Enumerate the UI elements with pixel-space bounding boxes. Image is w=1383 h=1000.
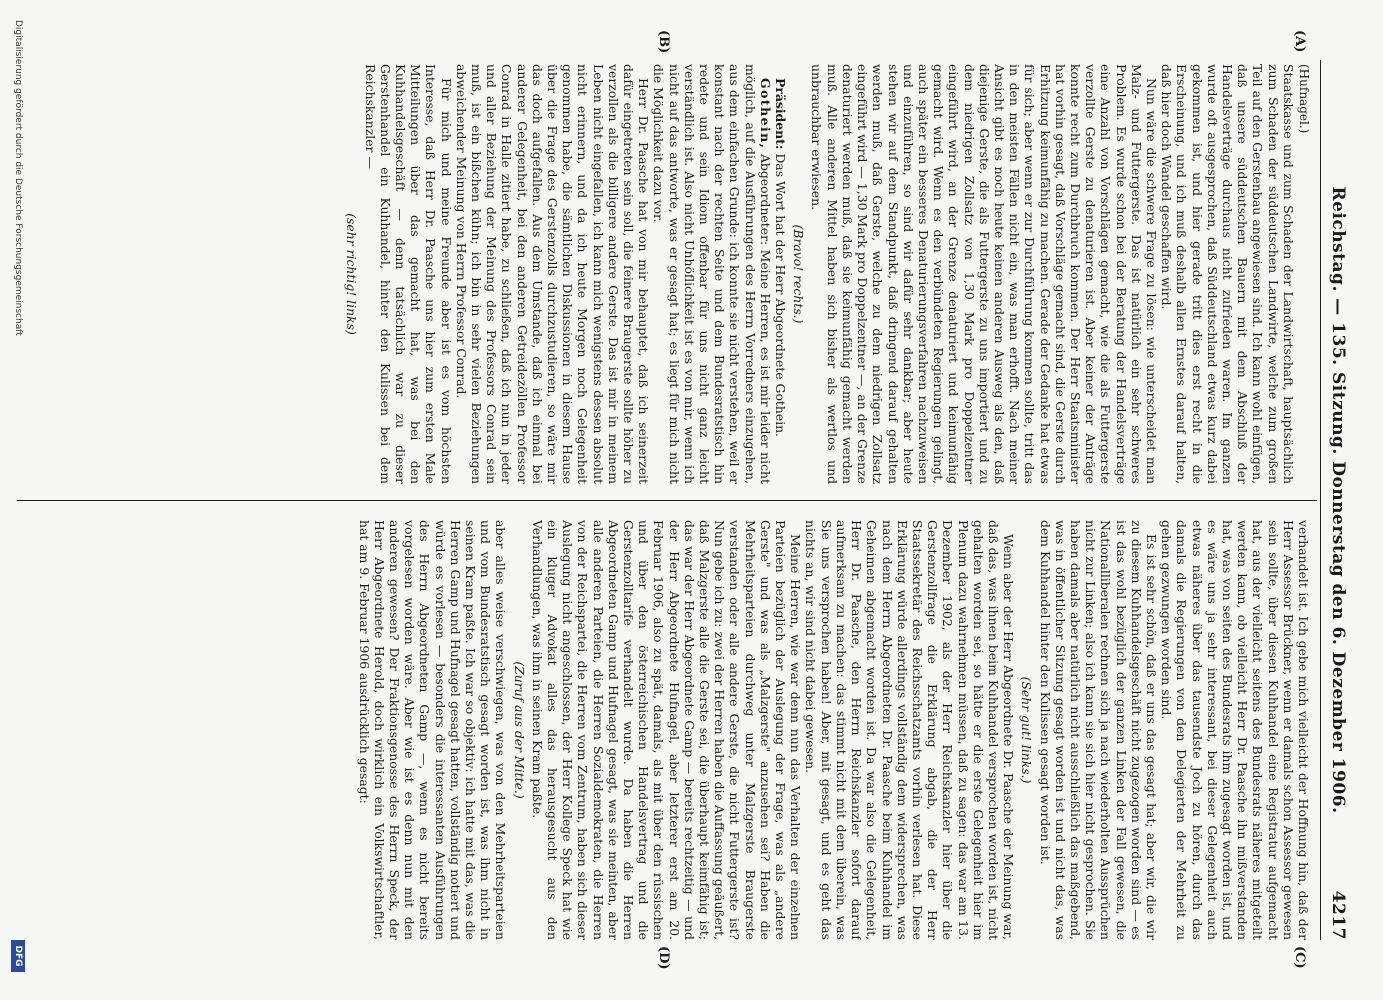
page-number: 4217 [1328,890,1348,940]
page-footer [3,0,33,1000]
right-column [21,520,1311,940]
margin-marker-a: (A) [1292,30,1307,53]
dfg-logo: DFG [11,940,25,972]
gothein-paragraph [651,64,773,484]
margin-marker-b: (B) [656,30,671,54]
margin-marker-d: (D) [656,946,671,970]
margin-marker-c: (C) [1292,946,1307,969]
paragraph: aber alles weise verschwiegen, was von den Mehrheitsparteien und vom Bundesratstisch gesagt worden ist, was ihm nicht in seinen Kram paßte. Ich war so objektiv: ich hatte mit das, was die Herren Gamp und Hufnagel gesagt hatten, vollständig notiert und würde es vorlesen — besonders die interessanten Ausführungen des Herrn Abgeordneten Gamp —, wenn es nicht bereits vorgelesen worden wäre. Aber wie ist es denn nun mit den anderen gewesen? Der Fraktionsgenosse des Herrn Speck, der Herr Abgeordnete Herold, doch wirklich ein Volkswirtschaftler, hat am 9. Februar 1906 ausdrücklich gesagt: [356,520,509,940]
speaker-name: Gothein, [757,78,773,150]
paragraph: verhandelt ist. Ich gebe mich vielleicht der Hoffnung hin, daß der Herr Assessor Brückner, wenn er damals schon Assessor gewesen sein sollte, über diesen Kuhhandel eine Registratur aufgemacht hat, aus der vielleicht seitens des Bundesrats näheres mitgeteilt werden kann, ob vielleicht Herr Dr. Paasche ihn mißverstanden hat, was von seiten des Bundesrats ihm zugesagt worden ist, und es wäre uns ja sehr interessant, bei dieser Gelegenheit auch etwas näheres über das tausendste Joch zu hören, durch das damals die Regierungen von den Delegierten der Mehrheit zu gehen gezwungen worden sind. [1159,520,1311,940]
page-title: Reichstag. — 135. Sitzung. Donnerstag den 6. Dezember 1906. [1328,186,1348,814]
president-text: Das Wort hat der Herr Abgeordnete Gothein. [773,153,789,438]
paragraph: Herr Dr. Paasche hat von mir behauptet, daß ich seinerzeit dafür eingetreten sein soll, die feinere Braugerste sollte höher zu verzollen als die billigere andere Gerste. Das ist mir in meinem Leben nicht eingefallen, ich kann mich wenigstens dessen absolut nicht erinnern, und da ich heute Morgen noch Gelegenheit genommen habe, die sämtlichen Diskussionen in diesem Hause über die Frage des Gerstenzolls durchzustudieren, so wäre mir das doch aufgefallen. Aus dem Umstande, daß ich einmal bei anderer Gelegenheit, bei den anderen Getreidezöllen Professor Conrad in Halle zitiert habe, zu schließen, daß ich nun in jeder und aller Beziehung der Meinung des Professors Conrad sein muß, ist ein bißchen kühn; ich bin in sehr vielen Beziehungen abweichender Meinung von Herrn Professor Conrad. [453,64,652,484]
interjection: (Sehr gut! links.) [1019,676,1035,784]
paragraph-text: Abgeordneter: Meine Herren, es ist mir leider nicht möglich, auf die Ausführungen des Herrn Vorredners einzugehen, aus dem einfachen Grunde: ich konnte sie nicht verstehen, weil er konstant nach der rechten Seite und dem Bundesratstisch hin redete und sein Idiom offenbar für uns nicht ganz leicht verständlich ist. Also nicht Unhöflichkeit ist es von mir, wenn ich nicht auf das antworte, was er gesagt hat; es liegt für mich nicht die Möglichkeit dazu vor. [651,64,773,484]
paragraph: Meine Herren, wie war denn nun das Verhalten der einzelnen Parteien bezüglich der Auslegung der Frage, was als „andere Gerste" und was als „Malzgerste" anzusehen sei? Haben die Mehrheitsparteien durchweg unter Malzgerste Braugerste verstanden oder alle andere Gerste, die nicht Futtergerste ist? Nun gebe ich zu: zwei der Herren haben die Auffassung geäußert, daß Malzgerste alle die Gerste sei, die überhaupt keimfähig ist; das war der Herr Abgeordnete Gamp — bereits rechtzeitig — und der Herr Abgeordnete Hufnagel, aber letzterer erst am 20. Februar 1906, also zu spät, damals, als mit über den rüssischen und über den österreichischen Handelsvertrag und die Gerstenzolltarife verhandelt wurde. Da haben die Herren Abgeordneten Gamp und Hufnagel gesagt, was sie meinten, aber alle anderen Parteien, die Herren Sozialdemokraten, die Herren von der Reichspartei, die Herren vom Zentrum, haben sich dieser Auslegung nicht angeschlossen, der Herr Kollege Speck hat wie ein kluger Advokat alles das herausgesucht aus den Verhandlungen, was ihm in seinen Kram paßte. [529,520,804,940]
paragraph: Es ist sehr schön, daß er uns das gesagt hat; aber wir, die wir zu diesem Kuhhandelsgeschäft nicht zugezogen worden sind — es ist das wohl bezüglich der ganzen Linken der Fall gewesen, die Nationalliberalen rechnen sich ja nach wiederholten Aussprüchen nicht zur Linken; also ich kann sie sich hier nicht gesprochen. Sie haben damals aber natürlich nicht ausschließlich das maßgebend, was in öffentlicher Sitzung gesagt worden ist und nicht das, was dem Kuhhandel hinter den Kulissen gesagt worden ist. [1037,520,1159,940]
paragraph: Für mich und meine Freunde aber ist es vom höchsten Interesse, daß Herr Dr. Paasche uns hier zum ersten Male Mitteilungen über das gemacht hat, was bei den Kuhhandelsgeschäft — denn tatsächlich war zu dieser Gerstenhandel ein Kuhhandel, hinter den Kulissen bei dem Reichskanzler — [362,64,454,484]
interjection: (Zuruf aus der Mitte.) [511,661,527,799]
paragraph: Wenn aber der Herr Abgeordnete Dr. Paasche der Meinung war, daß das, was ihnen beim Kuhhandel versprochen worden ist, nicht gehalten worden sei, so hätte er die erste Gelegenheit hier im Plenum dazu wahrnehmen müssen, daß zu sagen: das war am 13. Dezember 1902, als der Herr Reichskanzler hier über die Gerstenzollfrage die Erklärung abgab, die der Herr Staatssekretär des Reichsschatzamts vorhin verlesen hat. Diese Erklärung würde allerdings vollständig dem widersprechen, was nach dem Herrn Abgeordneten Dr. Paasche beim Kuhhandel im Geheimen abgemacht worden ist. Da war also die Gelegenheit, Herr Dr. Paasche, den Herrn Reichskanzler sofort darauf aufmerksam zu machen: das stimmt nicht mit dem überein, was Sie uns versprochen haben! Aber, mit gesagt, und es geht das nichts an, wir sind nicht dabei gewesen. [803,520,1017,940]
speaker-tag: (Hufnagel.) [1297,64,1311,134]
president-label: Präsident: [773,78,789,150]
paragraph: Staatskasse und zum Schaden der Landwirtschaft, hauptsächlich zum Schaden der süddeutschen Landwirte, welche zum großen Teil auf den Gerstenbau angewiesen sind. Ich kann wohl einfügen, daß unsere süddeutschen Bauern mit dem Abschluß der Handelsverträge durchaus nicht zufrieden waren. Im ganzen wurde oft ausgesprochen, daß Süddeutschland etwas kurz dabei gekommen ist, und hier gerade tritt dies erst recht in die Erscheinung, und ich muß deshalb allen Ernstes darauf halten, daß hier doch Wandel geschaffen wird. [1159,64,1296,484]
interjection: (Bravo! rechts.) [791,224,807,324]
left-column [21,64,1311,484]
page-header [1325,60,1351,940]
header-rule [1320,60,1321,940]
president-paragraph [773,64,788,484]
column-divider [17,500,1317,501]
paragraph: Nun wäre die schwere Frage zu lösen: wie unterscheidet man Malz- und Futtergerste. Das ist natürlich ein sehr schweres Problem. Es wurde schon bei der Beratung der Handelsverträge eine Anzahl von Vorschlägen gemacht, wie die als Futtergerste verzollte Gerste zu denaturieren ist. Aber keiner der Anträge konnte recht zum Durchbruch kommen. Der Herr Staatsminister hat vorhin gesagt, daß Vorschläge gemacht sind, die Gerste durch Erhitzung keimunfähig zu machen. Gerade der Gedanke hat etwas für sich; aber wenn er zur Durchführung kommen sollte, tritt das in den meisten Fällen nicht ein, was man erhofft. Nach meiner Ansicht gibt es noch heute keinen anderen Ausweg als den, daß diejenige Gerste, die als Futtergerste zu uns importiert und zu dem niedrigen Zollsatz von 1,30 Mark pro Doppelzentner eingeführt wird, an der Grenze denaturiert und keimunfähig gemacht wird. Wenn es den verbündeten Regierungen gelingt, auch später ein besseres Denaturierungsverfahren nachzuweisen und einzuführen, so sind wir dafür sehr dankbar; aber heute stehen wir auf dem Standpunkt, daß dringend darauf gehalten werden muß, daß Gerste, welche zu dem niedrigen Zollsatz eingeführt wird — 1,30 Mark pro Doppelzentner —, an der Grenze denaturiert werden muß, daß sie keimunfähig gemacht werden muß. Alle anderen Mittel haben sich bisher als wertlos und unbrauchbar erwiesen. [809,64,1159,484]
digitization-credit: Digitalisierung gefördert durch die Deutsche Forschungsgemeinschaft [13,20,23,336]
interjection: (sehr richtig! links) [344,213,360,335]
